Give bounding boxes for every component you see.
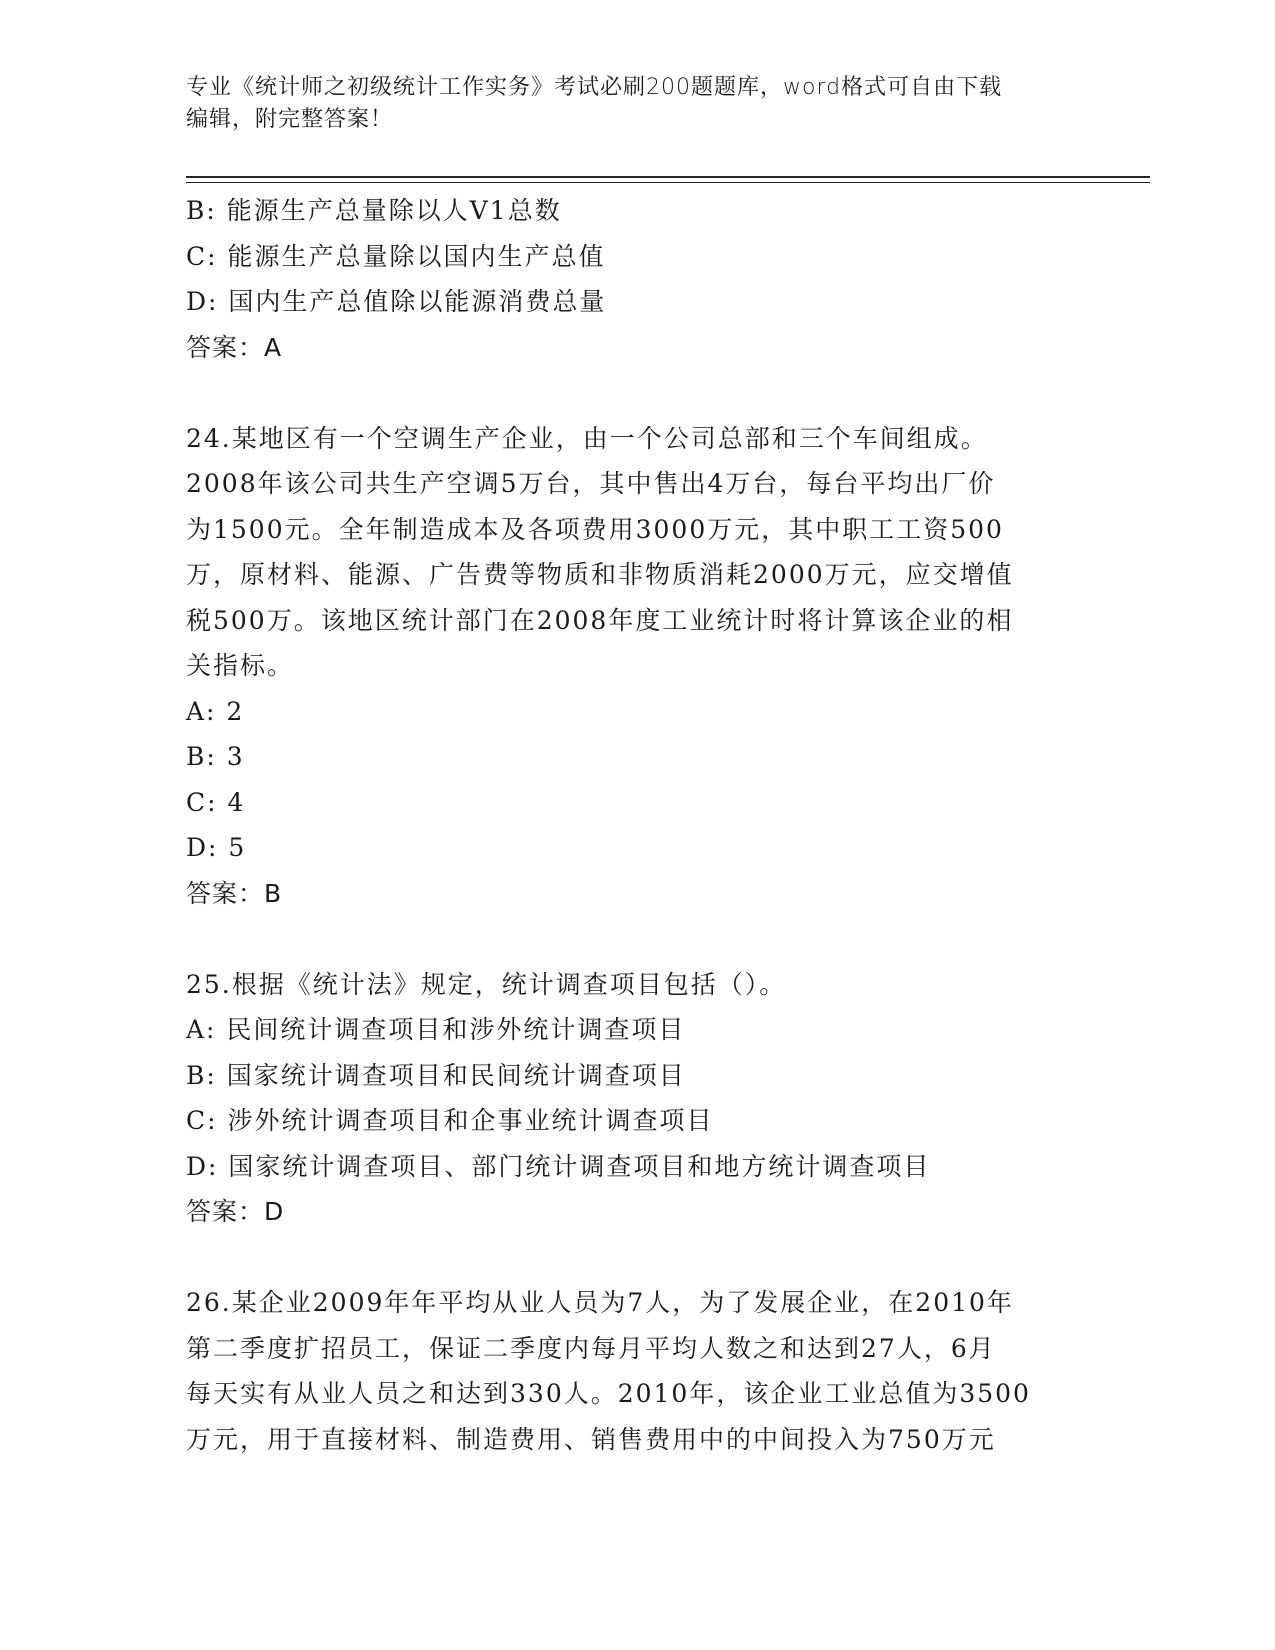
spacer — [186, 1235, 1086, 1281]
q25-stem: 25.根据《统计法》规定，统计调查项目包括（）。 — [186, 969, 787, 999]
spacer — [186, 370, 1086, 416]
spacer — [186, 916, 1086, 962]
header-line-2: 编辑，附完整答案！ — [186, 107, 394, 132]
q24-stem-line-6: 关指标。 — [186, 651, 295, 680]
q24-option-a: A: 2 — [186, 696, 245, 726]
q26-stem-line-3: 每天实有从业人员之和达到330人。2010年，该企业工业总值为3500 — [186, 1379, 1031, 1408]
q23-answer: 答案：A — [186, 332, 283, 362]
header-divider-thick — [186, 176, 1150, 178]
q23-option-c: C: 能源生产总量除以国内生产总值 — [186, 241, 606, 271]
q26-stem-line-1: 26.某企业2009年年平均从业人员为7人，为了发展企业，在2010年 — [186, 1288, 1014, 1317]
q25-option-d: D: 国家统计调查项目、部门统计调查项目和地方统计调查项目 — [186, 1151, 931, 1181]
question-26 — [186, 1280, 1086, 1462]
q25-option-a: A: 民间统计调查项目和涉外统计调查项目 — [186, 1015, 686, 1044]
q25-answer: 答案：D — [186, 1197, 285, 1226]
q24-option-d: D: 5 — [186, 833, 247, 862]
q24-answer: 答案：B — [186, 878, 283, 908]
question-25 — [186, 962, 1086, 1235]
q24-stem-line-4: 万，原材料、能源、广告费等物质和非物质消耗2000万元，应交增值 — [186, 560, 1014, 589]
q23-option-d: D: 国内生产总值除以能源消费总量 — [186, 287, 607, 316]
q26-stem-line-2: 第二季度扩招员工，保证二季度内每月平均人数之和达到27人，6月 — [186, 1333, 996, 1363]
question-24 — [186, 416, 1086, 917]
q23-option-b: B: 能源生产总量除以人V1总数 — [186, 196, 562, 225]
header-divider-thin — [186, 182, 1150, 183]
q24-stem-line-5: 税500万。该地区统计部门在2008年度工业统计时将计算该企业的相 — [186, 605, 1014, 635]
document-header — [186, 72, 1086, 136]
q24-stem-line-3: 为1500元。全年制造成本及各项费用3000万元，其中职工工资500 — [186, 514, 1004, 544]
q26-stem-line-4: 万元，用于直接材料、制造费用、销售费用中的中间投入为750万元 — [186, 1424, 996, 1454]
header-line-1: 专业《统计师之初级统计工作实务》考试必刷200题题库，word格式可自由下载 — [186, 75, 1003, 100]
document-body — [186, 188, 1086, 1462]
q24-option-b: B: 3 — [186, 742, 245, 771]
q24-option-c: C: 4 — [186, 787, 246, 817]
q25-option-b: B: 国家统计调查项目和民间统计调查项目 — [186, 1060, 686, 1090]
q24-stem-line-2: 2008年该公司共生产空调5万台，其中售出4万台，每台平均出厂价 — [186, 469, 996, 498]
q25-option-c: C: 涉外统计调查项目和企事业统计调查项目 — [186, 1106, 714, 1135]
question-23 — [186, 188, 1086, 370]
q24-stem-line-1: 24.某地区有一个空调生产企业，由一个公司总部和三个车间组成。 — [186, 423, 988, 453]
